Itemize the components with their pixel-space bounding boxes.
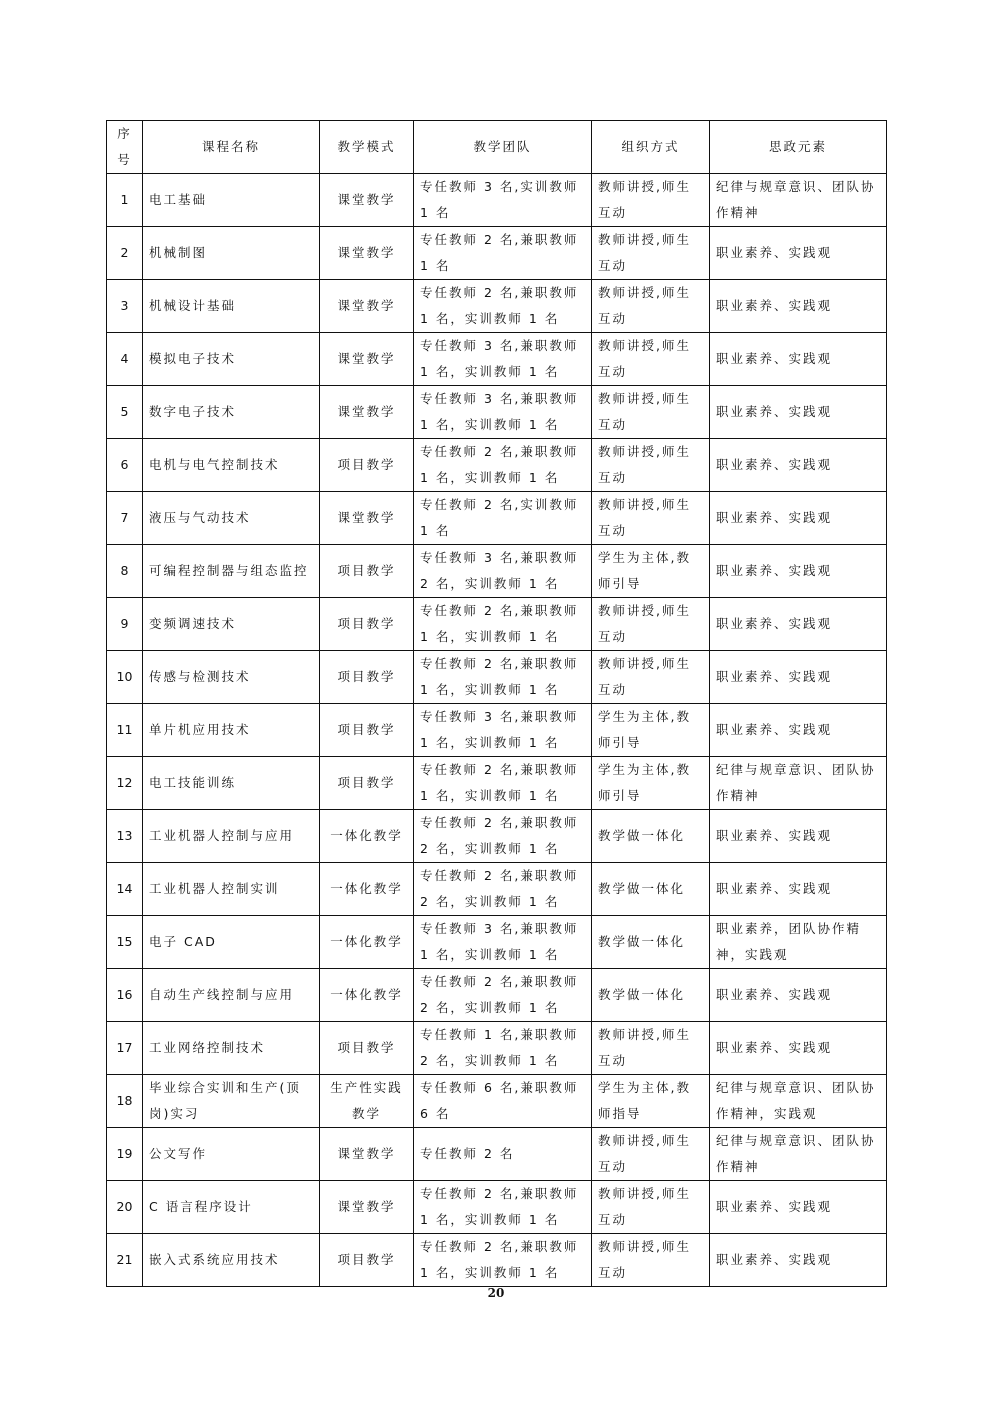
ideological-elements-cell: 职业素养、实践观 — [710, 651, 887, 704]
teaching-team-cell: 专任教师 2 名,实训教师 1 名 — [414, 492, 592, 545]
ideological-elements-cell: 职业素养、实践观 — [710, 333, 887, 386]
organization-method-cell: 教师讲授,师生互动 — [592, 598, 710, 651]
header-ideological-elements: 思政元素 — [710, 121, 887, 174]
header-teaching-team: 教学团队 — [414, 121, 592, 174]
teaching-team-cell: 专任教师 2 名,兼职教师 1 名，实训教师 1 名 — [414, 280, 592, 333]
course-name-cell: 电子 CAD — [143, 916, 320, 969]
course-name-cell: 可编程控制器与组态监控 — [143, 545, 320, 598]
teaching-team-cell: 专任教师 2 名,兼职教师 2 名，实训教师 1 名 — [414, 810, 592, 863]
course-name-cell: 数字电子技术 — [143, 386, 320, 439]
header-no-text: 序 号 — [117, 126, 132, 167]
teaching-mode-cell: 生产性实践教学 — [320, 1075, 414, 1128]
course-name-cell: C 语言程序设计 — [143, 1181, 320, 1234]
ideological-elements-cell: 职业素养、实践观 — [710, 386, 887, 439]
teaching-mode-cell: 课堂教学 — [320, 1128, 414, 1181]
header-teaching-mode: 教学模式 — [320, 121, 414, 174]
course-name-cell: 模拟电子技术 — [143, 333, 320, 386]
course-name-cell: 公文写作 — [143, 1128, 320, 1181]
organization-method-cell: 教师讲授,师生互动 — [592, 333, 710, 386]
teaching-mode-cell: 课堂教学 — [320, 386, 414, 439]
row-number-cell: 4 — [107, 333, 143, 386]
course-name-cell: 电机与电气控制技术 — [143, 439, 320, 492]
row-number-cell: 16 — [107, 969, 143, 1022]
course-name-cell: 机械设计基础 — [143, 280, 320, 333]
course-name-cell: 毕业综合实训和生产(顶岗)实习 — [143, 1075, 320, 1128]
teaching-team-cell: 专任教师 2 名 — [414, 1128, 592, 1181]
course-name-cell: 单片机应用技术 — [143, 704, 320, 757]
teaching-team-cell: 专任教师 2 名,兼职教师 1 名，实训教师 1 名 — [414, 598, 592, 651]
ideological-elements-cell: 职业素养、实践观 — [710, 492, 887, 545]
teaching-team-cell: 专任教师 1 名,兼职教师 2 名，实训教师 1 名 — [414, 1022, 592, 1075]
table-row — [107, 1181, 887, 1234]
course-table — [106, 120, 887, 1287]
ideological-elements-cell: 纪律与规章意识、团队协作精神，实践观 — [710, 1075, 887, 1128]
teaching-mode-cell: 项目教学 — [320, 545, 414, 598]
course-name-cell: 电工基础 — [143, 174, 320, 227]
teaching-team-cell: 专任教师 3 名,兼职教师 1 名，实训教师 1 名 — [414, 386, 592, 439]
teaching-mode-cell: 一体化教学 — [320, 810, 414, 863]
table-row — [107, 1128, 887, 1181]
ideological-elements-cell: 职业素养、实践观 — [710, 280, 887, 333]
organization-method-cell: 教师讲授,师生互动 — [592, 386, 710, 439]
ideological-elements-cell: 纪律与规章意识、团队协作精神 — [710, 757, 887, 810]
organization-method-cell: 教学做一体化 — [592, 810, 710, 863]
teaching-team-cell: 专任教师 2 名,兼职教师 1 名，实训教师 1 名 — [414, 1181, 592, 1234]
teaching-mode-cell: 课堂教学 — [320, 1181, 414, 1234]
course-name-cell: 工业机器人控制实训 — [143, 863, 320, 916]
table-row — [107, 969, 887, 1022]
table-row — [107, 174, 887, 227]
header-no — [107, 121, 143, 174]
table-row — [107, 1022, 887, 1075]
ideological-elements-cell: 职业素养、实践观 — [710, 704, 887, 757]
row-number-cell: 13 — [107, 810, 143, 863]
row-number-cell: 8 — [107, 545, 143, 598]
course-name-cell: 液压与气动技术 — [143, 492, 320, 545]
row-number-cell: 17 — [107, 1022, 143, 1075]
header-course-name: 课程名称 — [143, 121, 320, 174]
ideological-elements-cell: 职业素养、实践观 — [710, 810, 887, 863]
teaching-mode-cell: 课堂教学 — [320, 280, 414, 333]
table-row — [107, 863, 887, 916]
teaching-mode-cell: 一体化教学 — [320, 969, 414, 1022]
row-number-cell: 21 — [107, 1234, 143, 1287]
teaching-team-cell: 专任教师 2 名,兼职教师 2 名，实训教师 1 名 — [414, 863, 592, 916]
page-number: 20 — [487, 1286, 505, 1300]
table-row — [107, 227, 887, 280]
teaching-team-cell: 专任教师 3 名,兼职教师 2 名，实训教师 1 名 — [414, 545, 592, 598]
teaching-team-cell: 专任教师 3 名,实训教师 1 名 — [414, 174, 592, 227]
teaching-mode-cell: 一体化教学 — [320, 916, 414, 969]
organization-method-cell: 教师讲授,师生互动 — [592, 439, 710, 492]
teaching-team-cell: 专任教师 2 名,兼职教师 1 名，实训教师 1 名 — [414, 1234, 592, 1287]
teaching-mode-cell: 项目教学 — [320, 651, 414, 704]
teaching-team-cell: 专任教师 2 名,兼职教师 2 名，实训教师 1 名 — [414, 969, 592, 1022]
teaching-team-cell: 专任教师 6 名,兼职教师 6 名 — [414, 1075, 592, 1128]
row-number-cell: 15 — [107, 916, 143, 969]
organization-method-cell: 学生为主体,教师指导 — [592, 1075, 710, 1128]
teaching-team-cell: 专任教师 2 名,兼职教师 1 名，实训教师 1 名 — [414, 651, 592, 704]
course-name-cell: 嵌入式系统应用技术 — [143, 1234, 320, 1287]
row-number-cell: 12 — [107, 757, 143, 810]
teaching-mode-cell: 项目教学 — [320, 704, 414, 757]
organization-method-cell: 教师讲授,师生互动 — [592, 492, 710, 545]
organization-method-cell: 学生为主体,教师引导 — [592, 545, 710, 598]
table-row — [107, 1234, 887, 1287]
row-number-cell: 10 — [107, 651, 143, 704]
organization-method-cell: 教学做一体化 — [592, 969, 710, 1022]
organization-method-cell: 教学做一体化 — [592, 863, 710, 916]
teaching-mode-cell: 课堂教学 — [320, 227, 414, 280]
teaching-mode-cell: 项目教学 — [320, 1022, 414, 1075]
row-number-cell: 5 — [107, 386, 143, 439]
teaching-team-cell: 专任教师 2 名,兼职教师 1 名 — [414, 227, 592, 280]
ideological-elements-cell: 职业素养、实践观 — [710, 439, 887, 492]
teaching-team-cell: 专任教师 3 名,兼职教师 1 名，实训教师 1 名 — [414, 704, 592, 757]
ideological-elements-cell: 职业素养、实践观 — [710, 1022, 887, 1075]
table-row — [107, 757, 887, 810]
organization-method-cell: 学生为主体,教师引导 — [592, 704, 710, 757]
course-name-cell: 电工技能训练 — [143, 757, 320, 810]
organization-method-cell: 教师讲授,师生互动 — [592, 227, 710, 280]
course-name-cell: 变频调速技术 — [143, 598, 320, 651]
table-row — [107, 439, 887, 492]
teaching-mode-cell: 项目教学 — [320, 1234, 414, 1287]
ideological-elements-cell: 职业素养、实践观 — [710, 863, 887, 916]
ideological-elements-cell: 职业素养、实践观 — [710, 1234, 887, 1287]
teaching-mode-cell: 项目教学 — [320, 598, 414, 651]
ideological-elements-cell: 职业素养、实践观 — [710, 227, 887, 280]
row-number-cell: 18 — [107, 1075, 143, 1128]
table-row — [107, 1075, 887, 1128]
header-organization: 组织方式 — [592, 121, 710, 174]
row-number-cell: 20 — [107, 1181, 143, 1234]
row-number-cell: 11 — [107, 704, 143, 757]
ideological-elements-cell: 职业素养，团队协作精神，实践观 — [710, 916, 887, 969]
row-number-cell: 9 — [107, 598, 143, 651]
teaching-team-cell: 专任教师 3 名,兼职教师 1 名，实训教师 1 名 — [414, 333, 592, 386]
table-row — [107, 651, 887, 704]
table-row — [107, 704, 887, 757]
ideological-elements-cell: 职业素养、实践观 — [710, 969, 887, 1022]
table-row — [107, 598, 887, 651]
teaching-team-cell: 专任教师 2 名,兼职教师 1 名，实训教师 1 名 — [414, 439, 592, 492]
teaching-mode-cell: 项目教学 — [320, 757, 414, 810]
header-row — [107, 121, 887, 174]
row-number-cell: 7 — [107, 492, 143, 545]
course-name-cell: 工业机器人控制与应用 — [143, 810, 320, 863]
teaching-team-cell: 专任教师 2 名,兼职教师 1 名，实训教师 1 名 — [414, 757, 592, 810]
organization-method-cell: 教师讲授,师生互动 — [592, 1181, 710, 1234]
table-row — [107, 916, 887, 969]
ideological-elements-cell: 纪律与规章意识、团队协作精神 — [710, 1128, 887, 1181]
organization-method-cell: 学生为主体,教师引导 — [592, 757, 710, 810]
table-row — [107, 810, 887, 863]
ideological-elements-cell: 职业素养、实践观 — [710, 1181, 887, 1234]
organization-method-cell: 教师讲授,师生互动 — [592, 651, 710, 704]
organization-method-cell: 教师讲授,师生互动 — [592, 1022, 710, 1075]
ideological-elements-cell: 职业素养、实践观 — [710, 545, 887, 598]
organization-method-cell: 教学做一体化 — [592, 916, 710, 969]
teaching-mode-cell: 一体化教学 — [320, 863, 414, 916]
row-number-cell: 1 — [107, 174, 143, 227]
teaching-mode-cell: 课堂教学 — [320, 492, 414, 545]
course-name-cell: 传感与检测技术 — [143, 651, 320, 704]
course-name-cell: 自动生产线控制与应用 — [143, 969, 320, 1022]
row-number-cell: 3 — [107, 280, 143, 333]
row-number-cell: 14 — [107, 863, 143, 916]
organization-method-cell: 教师讲授,师生互动 — [592, 1234, 710, 1287]
ideological-elements-cell: 职业素养、实践观 — [710, 598, 887, 651]
course-name-cell: 工业网络控制技术 — [143, 1022, 320, 1075]
organization-method-cell: 教师讲授,师生互动 — [592, 174, 710, 227]
row-number-cell: 6 — [107, 439, 143, 492]
row-number-cell: 2 — [107, 227, 143, 280]
course-name-cell: 机械制图 — [143, 227, 320, 280]
teaching-mode-cell: 课堂教学 — [320, 174, 414, 227]
table-row — [107, 545, 887, 598]
organization-method-cell: 教师讲授,师生互动 — [592, 1128, 710, 1181]
table-row — [107, 280, 887, 333]
ideological-elements-cell: 纪律与规章意识、团队协作精神 — [710, 174, 887, 227]
teaching-team-cell: 专任教师 3 名,兼职教师 1 名，实训教师 1 名 — [414, 916, 592, 969]
table-row — [107, 386, 887, 439]
row-number-cell: 19 — [107, 1128, 143, 1181]
teaching-mode-cell: 项目教学 — [320, 439, 414, 492]
table-header — [107, 121, 887, 174]
organization-method-cell: 教师讲授,师生互动 — [592, 280, 710, 333]
table-row — [107, 492, 887, 545]
table-body — [107, 174, 887, 1287]
teaching-mode-cell: 课堂教学 — [320, 333, 414, 386]
table-row — [107, 333, 887, 386]
